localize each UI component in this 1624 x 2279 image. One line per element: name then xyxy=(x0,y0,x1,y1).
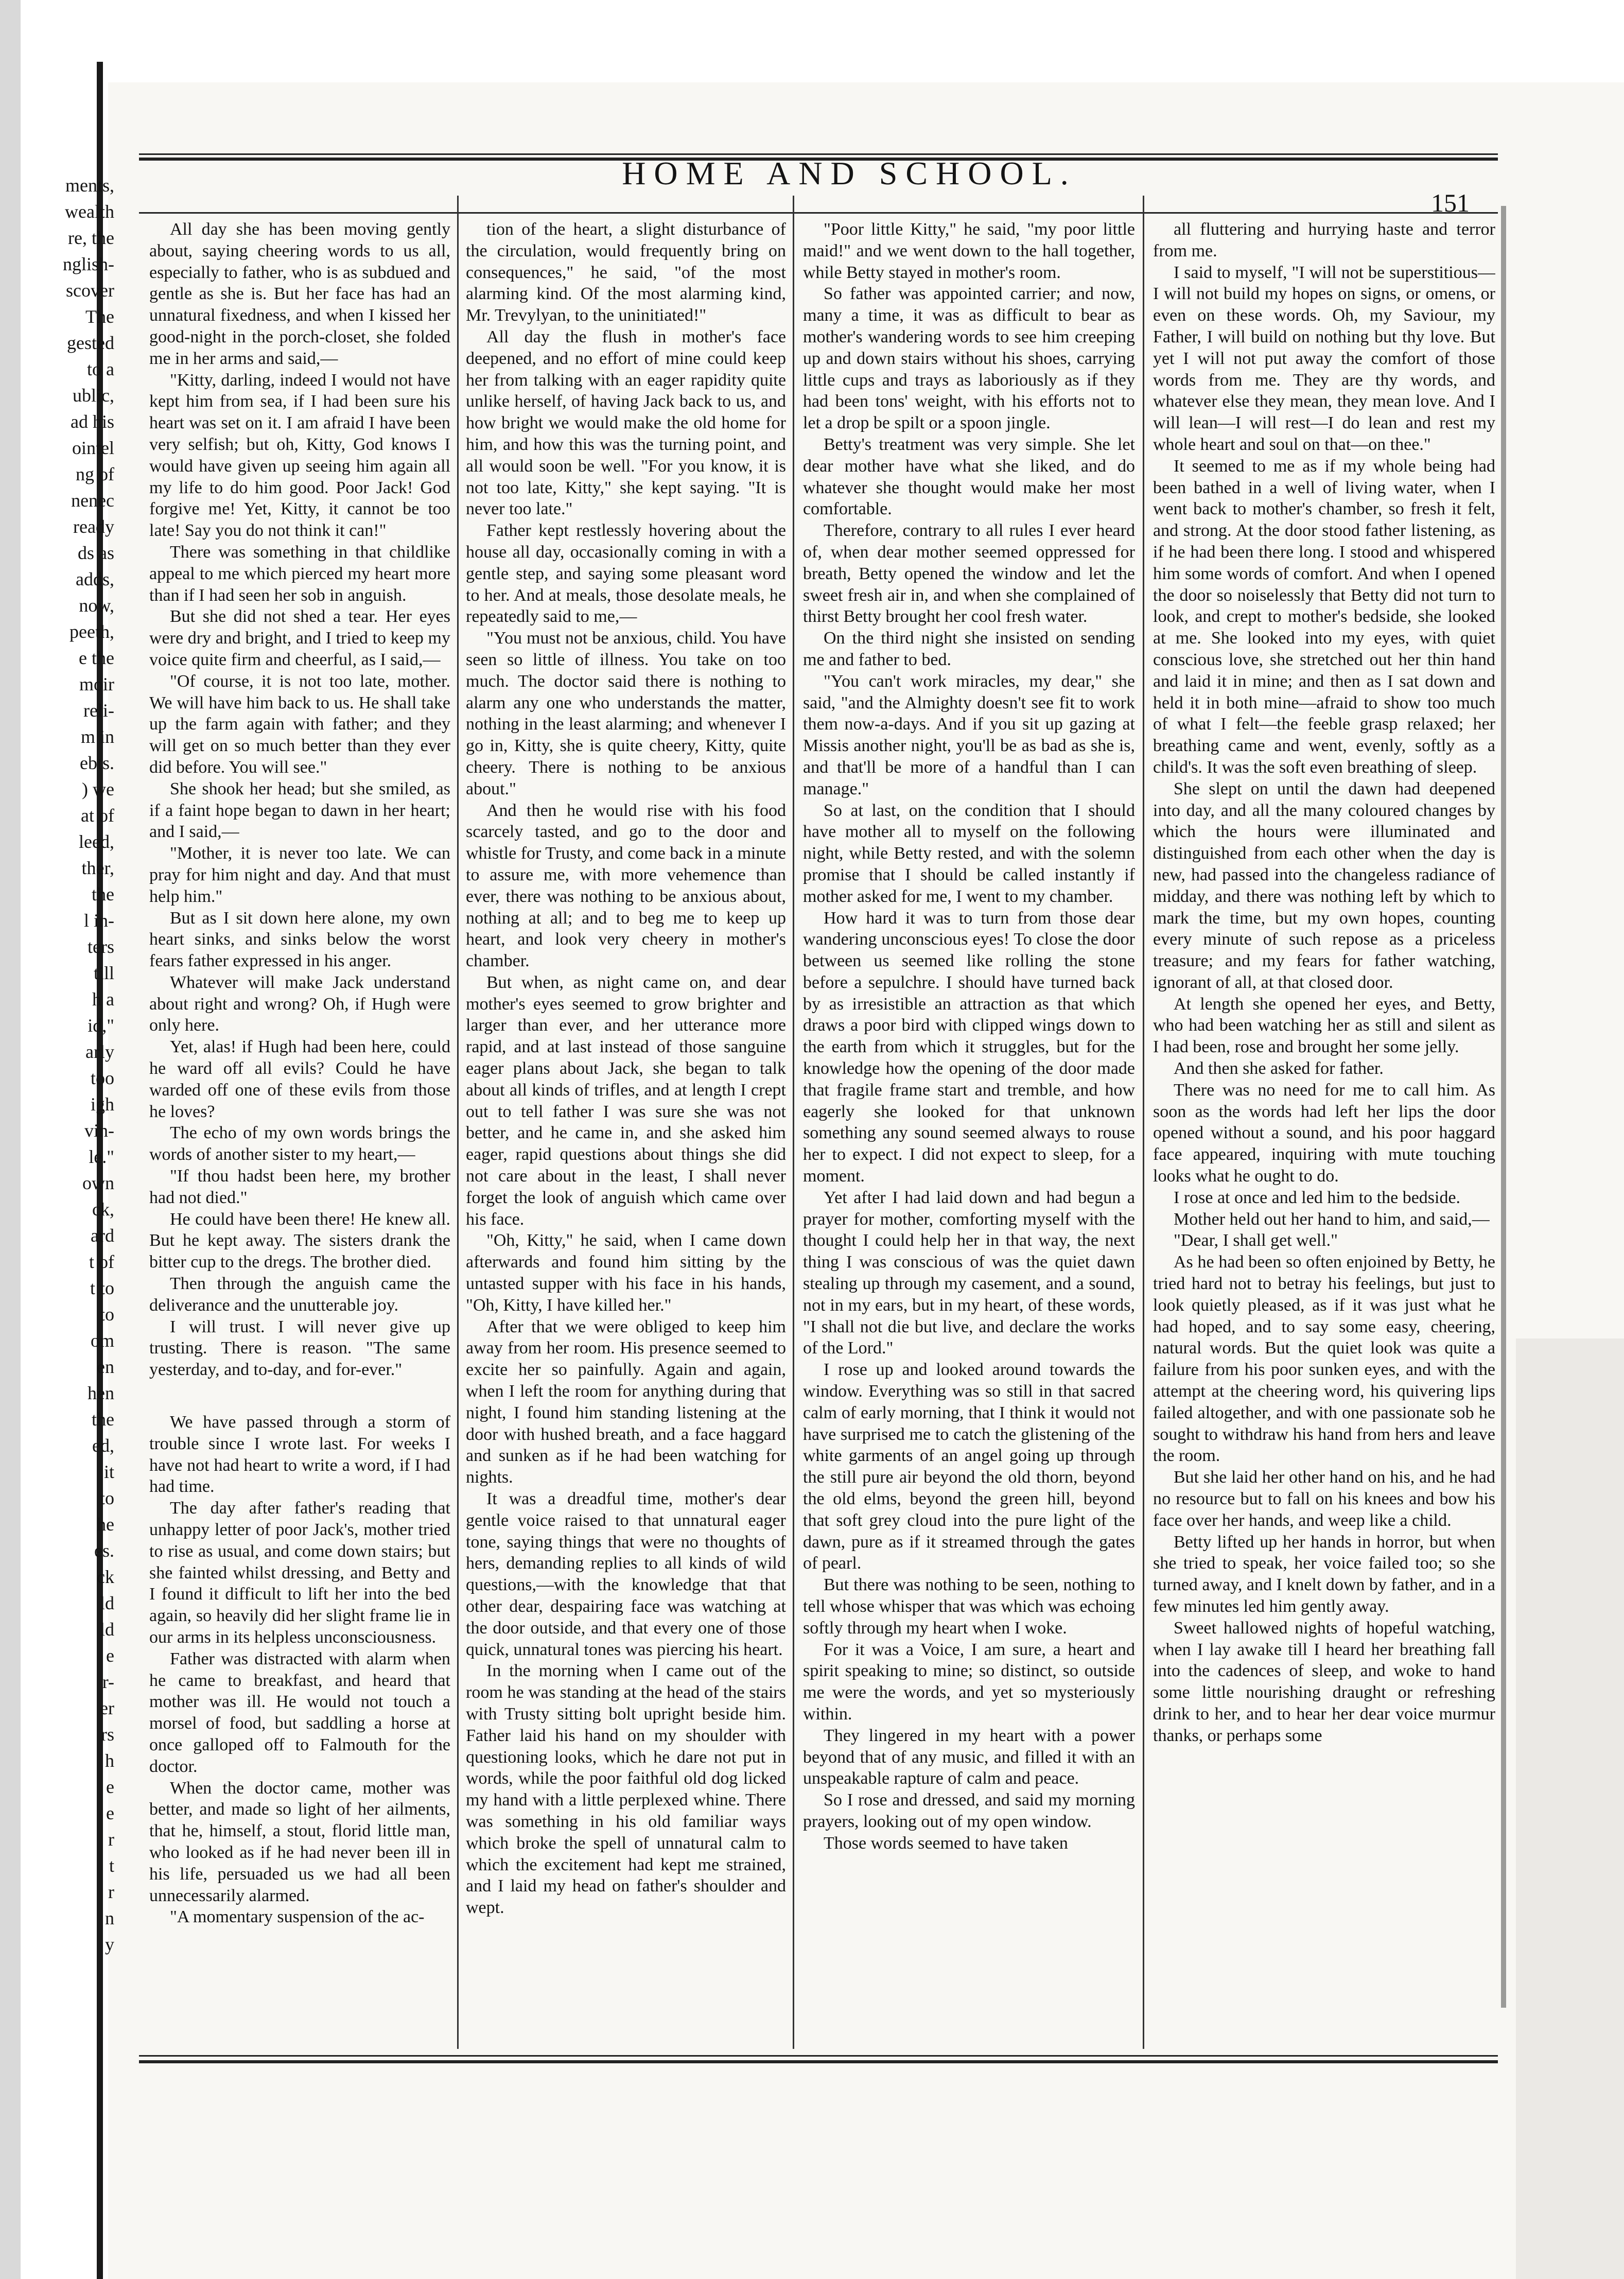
previous-page-fragment: ng of xyxy=(76,464,114,484)
paragraph: all fluttering and hurrying haste and terror from me. xyxy=(1153,220,1495,260)
previous-page-fragment: ready xyxy=(73,516,114,537)
previous-page-fragment: ebts. xyxy=(80,753,114,773)
previous-page-fragment: rs xyxy=(101,1724,114,1745)
paragraph: But she did not shed a tear. Her eyes were dry and bright, and I tried to keep my voice quite firm and cheerful, as I said,— xyxy=(149,607,450,669)
text-column-4 xyxy=(1153,219,1495,2051)
previous-page-fragment: adds, xyxy=(76,569,114,589)
paragraph: But there was nothing to be seen, nothing to tell whose whisper that was which was echoing softly through my heart when I woke. xyxy=(803,1575,1135,1638)
previous-page-fragment: to xyxy=(99,1304,114,1325)
paragraph: Mother held out her hand to him, and said,— xyxy=(1174,1209,1490,1229)
paragraph: Betty lifted up her hands in horror, but when she tried to speak, her voice failed too; so she turned away, and I knelt down by father, and in a few minutes led him gently away. xyxy=(1153,1532,1495,1616)
previous-page-fragment: ters xyxy=(88,936,114,957)
text-column-3 xyxy=(803,219,1135,2051)
paragraph: Whatever will make Jack understand about right and wrong? Oh, if Hugh were only here. xyxy=(149,972,450,1035)
previous-page-fragment: er xyxy=(100,1698,114,1718)
previous-page-fragment: hen xyxy=(88,1383,114,1403)
previous-page-fragment: igh xyxy=(90,1094,114,1115)
previous-page-fragment: n xyxy=(105,1908,114,1928)
previous-page-fragment: e the xyxy=(79,648,114,668)
paragraph: It seemed to me as if my whole being had been bathed in a well of living water, when I went back to mother's chamber, so fresh it felt, and strong. At the door stood father listening, as if he had been there long. I stood and whispered him some words of comfort. And when I opened the door so noiselessly that Betty did not turn to look, and crept to mother's bedside, she looked at me. She looked into my eyes, with quiet conscious love, she stretched out her thin hand and laid it in mine; and then as I sat down and held it in both mine—afraid to show too much of what I felt—the feeble grasp relaxed; her breathing came and went, evenly, softly as a child's. It was the soft even breathing of sleep. xyxy=(1153,456,1495,777)
previous-page-fragment: the xyxy=(92,1409,114,1430)
previous-page-fragment: peeth, xyxy=(69,621,114,642)
paragraph: We have passed through a storm of trouble since I wrote last. For weeks I have not had heart to write a word, if I had had time. xyxy=(149,1413,450,1497)
paragraph: I will trust. I will never give up trusting. There is reason. "The same yesterday, and to-day, and for-ever." xyxy=(149,1317,450,1380)
paragraph: "Oh, Kitty," he said, when I came down afterwards and found him sitting by the untasted supper with his face in his hands, "Oh, Kitty, I have killed her." xyxy=(466,1231,786,1315)
previous-page-fragments xyxy=(23,175,118,2080)
previous-page-fragment: h a xyxy=(92,989,114,1010)
paragraph: There was something in that childlike appeal to me which pierced my heart more than if I had seen her sob in anguish. xyxy=(149,542,450,605)
paragraph: Father was distracted with alarm when he came to breakfast, and heard that mother was ill. He would not touch a morsel of food, but saddling a horse at once galloped off to Falmouth for the doctor. xyxy=(149,1649,450,1776)
previous-page-fragment: to a xyxy=(87,359,114,379)
paragraph: I rose at once and led him to the bedside. xyxy=(1174,1188,1461,1207)
paragraph: In the morning when I came out of the room he was standing at the head of the stairs with Trusty sitting bolt upright beside him. Father laid his hand on my shoulder with questioning looks, which he dare not put in words, while the poor faithful old dog licked my hand with a little perplexed whine. There was something in his old familiar ways which broke the spell of unnatural calm to which the excitement had kept me strained, and I laid my head on father's shoulder and wept. xyxy=(466,1661,786,1918)
previous-page-fragment: en xyxy=(97,1356,114,1377)
paragraph: He could have been there! He knew all. But he kept away. The sisters drank the bitter cup to the dregs. The brother died. xyxy=(149,1209,450,1272)
paragraph: Betty's treatment was very simple. She let dear mother have what she liked, and do whatever she thought would make her most comfortable. xyxy=(803,434,1135,519)
paragraph: All day she has been moving gently about, saying cheering words to us all, especially to father, who is as subdued and gentle as she is. But her face has had an unnatural fixedness, and when I kissed her good-night in the porch-closet, she folded me in her arms and said,— xyxy=(149,220,450,368)
paragraph: But she laid her other hand on his, and he had no resource but to fall on his knees and bow his face over her hands, and weep like a child. xyxy=(1153,1468,1495,1530)
paragraph: She slept on until the dawn had deepened into day, and all the many coloured changes by which the hours were illuminated and distinguished from each other when the day is new, had passed into the changeless radiance of midday, and there was nothing left by which to mark the time, but my own hopes, counting every minute of such repose as a priceless treasure; and my fears for father watching, ignorant of all, at that closed door. xyxy=(1153,779,1495,992)
paragraph: The day after father's reading that unhappy letter of poor Jack's, mother tried to rise as usual, and come down stairs; but she fainted whilst dressing, and Betty and I found it difficult to lift her into the bed again, so heavily did her slight frame lie in our arms in its helpless unconsciousness. xyxy=(149,1499,450,1647)
paragraph: When the doctor came, mother was better, and made so light of her ailments, that he, himself, a stout, florid little man, who looked as if he had never been ill in his life, persuaded us we had all been unnecessarily alarmed. xyxy=(149,1778,450,1905)
previous-page-fragment: re, the xyxy=(68,228,114,248)
previous-page-fragment: reli- xyxy=(83,700,114,721)
previous-page-fragment: it xyxy=(103,1462,114,1482)
previous-page-fragment: ld xyxy=(99,1619,114,1640)
previous-page-fragment: till xyxy=(93,963,114,983)
paragraph: They lingered in my heart with a power beyond that of any music, and filled it with an unspeakable rapture of calm and peace. xyxy=(803,1726,1135,1788)
paragraph: But as I sit down here alone, my own heart sinks, and sinks below the worst fears father expressed in his anger. xyxy=(149,908,450,971)
previous-page-fragment: nglish- xyxy=(62,254,114,274)
previous-page-fragment: ointel xyxy=(72,438,114,458)
masthead-title: HOME AND SCHOOL. xyxy=(622,155,1077,192)
previous-page-fragment: l in- xyxy=(84,910,114,931)
previous-page-fragment: le." xyxy=(89,1146,114,1167)
paragraph: tion of the heart, a slight disturbance of the circulation, would frequently bring on consequences," he said, "of the most alarming kind. Of the most alarming kind, Mr. Trevylyan, to the uninitiated!" xyxy=(466,220,786,325)
text-column-2 xyxy=(466,219,786,2051)
paragraph: All day the flush in mother's face deepened, and no effort of mine could keep her from talking with an eager rapidity quite unlike herself, of having Jack back to us, and how bright we would make the old home for him, and how this was the turning point, and all would soon be well. "For you know, it is not too late, Kitty," she kept saying. "It is never too late." xyxy=(466,327,786,519)
page-number: 151 xyxy=(1431,188,1470,217)
previous-page-fragment: es. xyxy=(94,1540,114,1561)
paragraph: "Of course, it is not too late, mother. We will have him back to us. He shall take up the farm again with father; and they will get on so much better than they ever did before. You will see." xyxy=(149,671,450,777)
paragraph: At length she opened her eyes, and Betty, who had been watching her as still and silent as I had been, rose and brought her some jelly. xyxy=(1153,994,1495,1057)
previous-page-fragment: now, xyxy=(79,595,114,616)
previous-page-fragment: m in xyxy=(80,726,114,747)
paragraph: Then through the anguish came the deliverance and the unutterable joy. xyxy=(149,1274,450,1315)
previous-page-fragment: The xyxy=(85,306,114,327)
paragraph: Father kept restlessly hovering about the house all day, occasionally coming in with a gentle step, and saying some pleasant word to her. And at meals, those desolate meals, he repeatedly said to me,— xyxy=(466,521,786,627)
paragraph: So I rose and dressed, and said my morning prayers, looking out of my open window. xyxy=(803,1790,1135,1831)
paragraph: So at last, on the condition that I should have mother all to myself on the following night, while Betty rested, and with the solemn promise that I should be called instantly if mother asked for me, I went to my chamber. xyxy=(803,801,1135,906)
text-column-1 xyxy=(149,219,450,2051)
previous-page-fragment: t to xyxy=(90,1278,114,1298)
previous-page-fragment: vin- xyxy=(84,1120,114,1141)
previous-page-fragment: h xyxy=(105,1750,114,1771)
paragraph: "You must not be anxious, child. You have seen so little of illness. You take on too much. The doctor said there is nothing to alarm any one who understands the matter, nothing in the least alarming; and whenever I go in, Kitty, she is quite cheery, Kitty, quite cheery. There is nothing to be anxious about." xyxy=(466,629,786,798)
previous-page-fragment: arly xyxy=(85,1041,114,1062)
previous-page-fragment: the xyxy=(92,884,114,904)
previous-page-fragment: own xyxy=(82,1173,114,1193)
paragraph: There was no need for me to call him. As soon as the words had left her lips the door opened without a sound, and his poor haggard face appeared, inquiring with mute touching looks what he ought to do. xyxy=(1153,1080,1495,1186)
previous-page-fragment: om xyxy=(90,1330,114,1351)
paragraph: As he had been so often enjoined by Betty, he tried hard not to betray his feelings, but just to look quietly pleased, as if it was just what he had hoped, and to say some easy, cheering, natural words. But the quiet look was quite a failure from his poor sunken eyes, and with the attempt at the cheering word, his quivering lips failed altogether, and with one passionate sob he sought to withdraw his hand from hers and leave the room. xyxy=(1153,1252,1495,1466)
previous-page-fragment: ck xyxy=(97,1567,114,1587)
previous-page-fragment: ments, xyxy=(65,175,114,196)
paragraph: "You can't work miracles, my dear," she said, "and the Almighty doesn't see fit to work them now-a-days. And if you sit up gazing at Missis another night, you'll be as bad as she is, and that'll be more of a handful than I can manage." xyxy=(803,671,1135,798)
paragraph: For it was a Voice, I am sure, a heart and spirit speaking to mine; so distinct, so outside me were the words, and yet so mysteriously within. xyxy=(803,1640,1135,1724)
previous-page-fragment: ds as xyxy=(78,543,114,563)
paragraph: Therefore, contrary to all rules I ever heard of, when dear mother seemed oppressed for breath, Betty opened the window and let the sweet fresh air in, and when she complained of thirst Betty brought her cool fresh water. xyxy=(803,521,1135,627)
paragraph: On the third night she insisted on sending me and father to bed. xyxy=(803,629,1135,669)
previous-page-fragment: e xyxy=(106,1803,114,1823)
previous-page-fragment: t xyxy=(109,1855,114,1876)
paragraph: Yet after I had laid down and had begun a prayer for mother, comforting myself with the thought I could help her in that way, the next thing I was conscious of was the quiet dawn stealing up through my casement, and a sound, not in my ears, but in my heart, of these words, "I shall not die but live, and declare the works of the Lord." xyxy=(803,1188,1135,1358)
previous-page-fragment: moir xyxy=(79,674,114,694)
previous-page-fragment: e xyxy=(106,1645,114,1666)
paragraph xyxy=(149,1381,450,1412)
paragraph: But when, as night came on, and dear mother's eyes seemed to grow brighter and larger than ever, and her utterance more rapid, and at last instead of those sanguine eager plans about Jack, she began to talk about all kinds of trifles, and at length I crept out to tell father I was sure she was not better, and he came in, and she asked him eager, rapid questions about things she did not care about in the least, I shall never forget the look of anguish which came over his face. xyxy=(466,972,786,1229)
previous-page-fragment: ard xyxy=(91,1225,114,1246)
paragraph: "Mother, it is never too late. We can pray for him night and day. And that must help him." xyxy=(149,844,450,906)
previous-page-fragment: ) we xyxy=(82,779,114,799)
previous-page-fragment: r- xyxy=(102,1672,114,1692)
paragraph: "Dear, I shall get well." xyxy=(1174,1231,1338,1250)
previous-page-fragment: r xyxy=(108,1882,114,1902)
previous-page-fragment: y xyxy=(105,1934,114,1955)
paragraph: How hard it was to turn from those dear wandering unconscious eyes! To close the door between us seemed like rolling the stone before a sepulchre. I should have turned back by as irresistible an attraction as that which draws a poor bird with clipped wings down to the earth from which it struggles, but for the knowledge how the opening of the door made that fragile frame start and tremble, and how eagerly she looked for that unknown something any sound seemed always to rouse her to expect. I did not expect to sleep, for a moment. xyxy=(803,908,1135,1186)
previous-page-fragment: r xyxy=(108,1829,114,1850)
previous-page-fragment: to xyxy=(99,1488,114,1508)
paragraph: "Poor little Kitty," he said, "my poor little maid!" and we went down to the hall together, while Betty stayed in mother's room. xyxy=(803,220,1135,282)
previous-page-fragment: ad his xyxy=(71,411,114,432)
paragraph: "Kitty, darling, indeed I would not have kept him from sea, if I had been sure his heart was set on it. I am afraid I have been very selfish; but oh, Kitty, God knows I would have given up seeing him again all my life to do him good. Poor Jack! God forgive me! Yet, Kitty, it cannot be too late! Say you do not think it can!" xyxy=(149,370,450,541)
paragraph: And then he would rise with his food scarcely tasted, and go to the door and whistle for Trusty, and come back in a minute to assure me, with more vehemence than ever, there was nothing to be anxious about, nothing at all; and to beg me to keep up heart, and look very cheery in mother's chamber. xyxy=(466,801,786,971)
previous-page-fragment: leed, xyxy=(79,831,114,852)
previous-page-fragment: id," xyxy=(88,1015,114,1036)
previous-page-fragment: wealth xyxy=(65,201,114,222)
previous-page-fragment: he xyxy=(97,1514,114,1535)
paragraph: Sweet hallowed nights of hopeful watching, when I lay awake till I heard her breathing fall into the cadences of sleep, and woke to hand some little nourishing draught or refreshing drink to her, and to hear her dear voice murmur thanks, or perhaps some xyxy=(1153,1618,1495,1745)
previous-page-fragment: ther, xyxy=(81,858,114,878)
paragraph: And then she asked for father. xyxy=(1174,1059,1384,1078)
paragraph: Those words seemed to have taken xyxy=(824,1833,1068,1853)
previous-page-fragment: at of xyxy=(81,805,114,826)
paragraph: "A momentary suspension of the ac- xyxy=(170,1907,425,1927)
previous-page-fragment: gested xyxy=(67,333,114,353)
previous-page-fragment: nenec xyxy=(71,490,114,511)
paragraph: "If thou hadst been here, my brother had not died." xyxy=(149,1167,450,1207)
previous-page-fragment: ublic, xyxy=(73,385,114,406)
paragraph: The echo of my own words brings the words of another sister to my heart,— xyxy=(149,1123,450,1164)
previous-page-fragment: scover xyxy=(66,280,114,301)
paragraph: I rose up and looked around towards the window. Everything was so still in that sacred calm of early morning, that I think it would not have surprised me to catch the glistening of the white garments of an angel going up through the still pure air beyond the old thorn, beyond the old elms, beyond the green hill, beyond that soft grey cloud into the pure light of the dawn, pure as if it streamed through the gates of pearl. xyxy=(803,1360,1135,1573)
previous-page-fragment: ed, xyxy=(92,1435,114,1456)
previous-page-fragment: e xyxy=(106,1777,114,1797)
paragraph: After that we were obliged to keep him away from her room. His presence seemed to excite her so painfully. Again and again, when I left the room for anything during that night, I found him standing listening at the door with hushed breath, and a face haggard and sunken as if he had been watching for nights. xyxy=(466,1317,786,1487)
paragraph: I said to myself, "I will not be superstitious—I will not build my hopes on signs, or omens, or even on these words. Oh, my Saviour, my Father, I will build on nothing but thy love. But yet I will not put away the comfort of those words from me. They are thy words, and whatever else they mean, they mean love. And I will lean—I will rest—I do lean and rest my whole heart and soul on that—on thee." xyxy=(1153,263,1495,454)
previous-page-fragment: too xyxy=(90,1068,114,1088)
previous-page-fragment: ck, xyxy=(92,1199,114,1220)
previous-page-fragment: t of xyxy=(89,1251,114,1272)
paragraph: So father was appointed carrier; and now, many a time, it was as difficult to bear as mother's wandering words to see him creeping up and down stairs without his shoes, carrying little cups and trays as laboriously as if they had been tons' weight, with his efforts not to let a drop be spilt or a spoon jingle. xyxy=(803,284,1135,433)
previous-page-fragment: ld xyxy=(99,1593,114,1613)
paragraph: She shook her head; but she smiled, as if a faint hope began to dawn in her heart; and I said,— xyxy=(149,779,450,842)
paragraph: Yet, alas! if Hugh had been here, could he ward off all evils? Could he have warded off one of these evils from those he loves? xyxy=(149,1037,450,1121)
paragraph: It was a dreadful time, mother's dear gentle voice raised to that unnatural eager tone, saying things that were no thoughts of hers, demanding replies to all kinds of wild questions,—with the knowledge that that other dear, despairing face was watching at the door outside, and that every one of those quick, unnatural tones was piercing his heart. xyxy=(466,1489,786,1659)
